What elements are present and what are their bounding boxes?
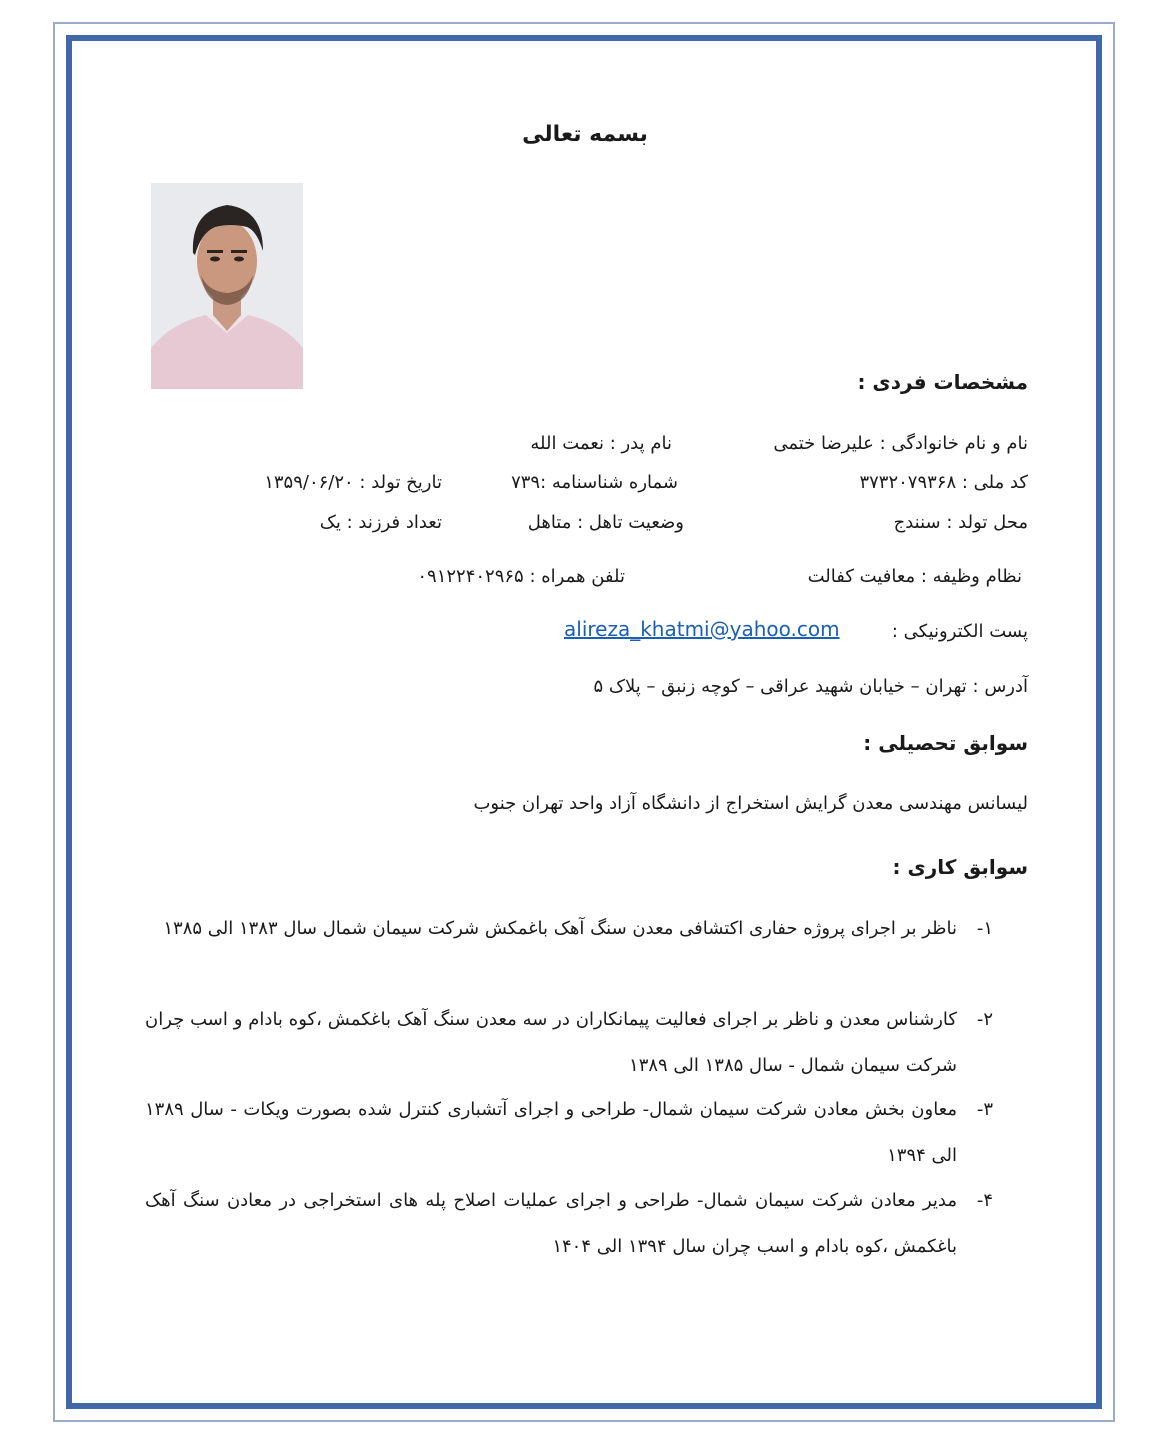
address: آدرس : تهران – خیابان شهید عراقی – کوچه زنبق – پلاک ۵: [593, 676, 1028, 697]
birth-date: تاریخ تولد : ۱۳۵۹/۰۶/۲۰: [264, 472, 442, 493]
work-item-text: مدیر معادن شرکت سیمان شمال- طراحی و اجرای عملیات اصلاح پله های استخراجی در معادن سنگ آهک باغکمش ،کوه بادام و اسب چران سال ۱۳۹۴ الی ۱۴۰۴: [145, 1190, 957, 1257]
education-text: لیسانس مهندسی معدن گرایش استخراج از دانشگاه آزاد واحد تهران جنوب: [473, 793, 1028, 814]
work-heading: سوابق کاری :: [892, 855, 1028, 879]
full-name: نام و نام خانوادگی : علیرضا ختمی: [773, 433, 1028, 454]
work-item-text: ناظر بر اجرای پروژه حفاری اکتشافی معدن سنگ آهک باغمکش شرکت سیمان شمال سال ۱۳۸۳ الی ۱۳۸۵: [163, 918, 957, 939]
work-item-4: [145, 1178, 993, 1270]
work-item-number: ۲-: [976, 1009, 993, 1030]
work-item-1: [145, 906, 993, 952]
work-item-2: [145, 997, 993, 1089]
children-count: تعداد فرزند : یک: [319, 512, 442, 533]
profile-photo-image: [151, 183, 303, 389]
email-link[interactable]: alireza_khatmi@yahoo.com: [564, 617, 840, 641]
work-item-number: ۳-: [976, 1099, 993, 1120]
father-name: نام پدر : نعمت الله: [530, 433, 672, 454]
education-heading: سوابق تحصیلی :: [863, 731, 1028, 755]
national-id: کد ملی : ۳۷۳۲۰۷۹۳۶۸: [859, 472, 1028, 493]
email-label: پست الکترونیکی :: [891, 621, 1028, 642]
work-item-3: [145, 1087, 993, 1179]
personal-heading: مشخصات فردی :: [857, 370, 1028, 394]
marital-status: وضعیت تاهل : متاهل: [527, 512, 684, 533]
work-item-text: کارشناس معدن و ناظر بر اجرای فعالیت پیمانکاران در سه معدن سنگ آهک باغکمش ،کوه بادام و اسب چران شرکت سیمان شمال - سال ۱۳۸۵ الی ۱۳۸۹: [145, 1009, 957, 1076]
id-number: شماره شناسنامه :۷۳۹: [511, 472, 678, 493]
work-item-number: ۴-: [976, 1190, 993, 1211]
profile-photo: [151, 183, 303, 389]
birth-place: محل تولد : سنندج: [893, 512, 1028, 533]
work-item-text: معاون بخش معادن شرکت سیمان شمال- طراحی و اجرای آتشباری کنترل شده بصورت ویکات - سال ۱۳۸۹ الی ۱۳۹۴: [145, 1099, 957, 1166]
military-status: نظام وظیفه : معافیت کفالت: [807, 566, 1022, 587]
mobile-phone: تلفن همراه : ۰۹۱۲۲۴۰۲۹۶۵: [417, 566, 625, 587]
document-title: بسمه تعالی: [522, 122, 648, 147]
work-item-number: ۱-: [976, 918, 993, 939]
